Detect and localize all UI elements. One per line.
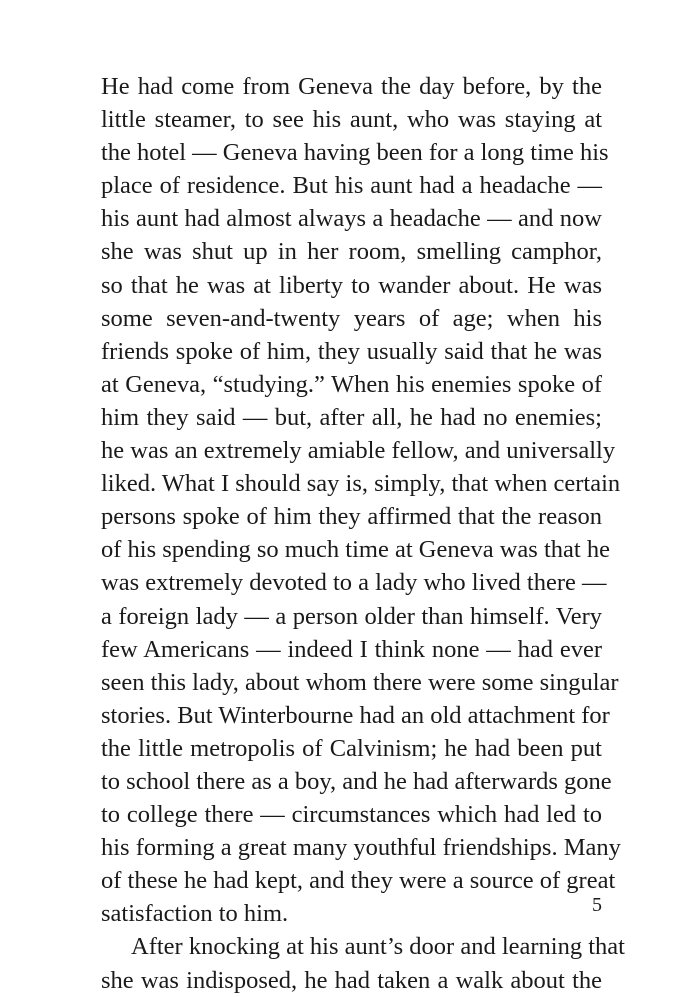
text-line: few Americans — indeed I think none — had ever <box>101 635 602 663</box>
text-line: she was shut up in her room, smelling camphor, <box>101 238 602 266</box>
text-line: at Geneva, “studying.” When his enemies spoke of <box>101 370 602 398</box>
text-line: of his spending so much time at Geneva was that he <box>101 536 610 564</box>
text-line: He had come from Geneva the day before, by the <box>101 73 602 100</box>
page-number: 5 <box>592 894 602 916</box>
text-line: seen this lady, about whom there were some singular <box>101 668 619 696</box>
text-line: was extremely devoted to a lady who lived there — <box>101 569 607 597</box>
text-line: of these he had kept, and they were a source of great <box>101 867 616 895</box>
text-line: friends spoke of him, they usually said that he was <box>101 337 602 365</box>
text-line: the little metropolis of Calvinism; he had been put <box>101 734 602 762</box>
text-line: his forming a great many youthful friendships. Many <box>101 834 621 862</box>
text-line: liked. What I should say is, simply, that when certain <box>101 470 621 498</box>
text-line: to college there — circumstances which had led to <box>101 801 602 829</box>
text-line: persons spoke of him they affirmed that the reason <box>101 503 602 531</box>
text-line: stories. But Winterbourne had an old attachment for <box>101 701 610 729</box>
text-line: a foreign lady — a person older than himself. Very <box>101 602 602 630</box>
paragraph-start-line: After knocking at his aunt’s door and learning that <box>131 933 625 961</box>
text-line: the hotel — Geneva having been for a long time his <box>101 139 609 167</box>
text-line: him they said — but, after all, he had no enemies; <box>101 403 602 431</box>
paragraph-end-line: satisfaction to him. <box>101 900 289 928</box>
text-line: some seven-and-twenty years of age; when his <box>101 304 602 332</box>
text-line: his aunt had almost always a headache — and now <box>101 205 602 233</box>
text-line: little steamer, to see his aunt, who was staying at <box>101 106 602 134</box>
text-line: place of residence. But his aunt had a headache — <box>101 172 602 200</box>
text-line: he was an extremely amiable fellow, and universally <box>101 437 616 465</box>
body-text <box>101 70 625 997</box>
text-line: so that he was at liberty to wander about. He was <box>101 271 602 299</box>
text-line: to school there as a boy, and he had afterwards gone <box>101 767 612 795</box>
text-line: she was indisposed, he had taken a walk about the <box>101 966 602 994</box>
